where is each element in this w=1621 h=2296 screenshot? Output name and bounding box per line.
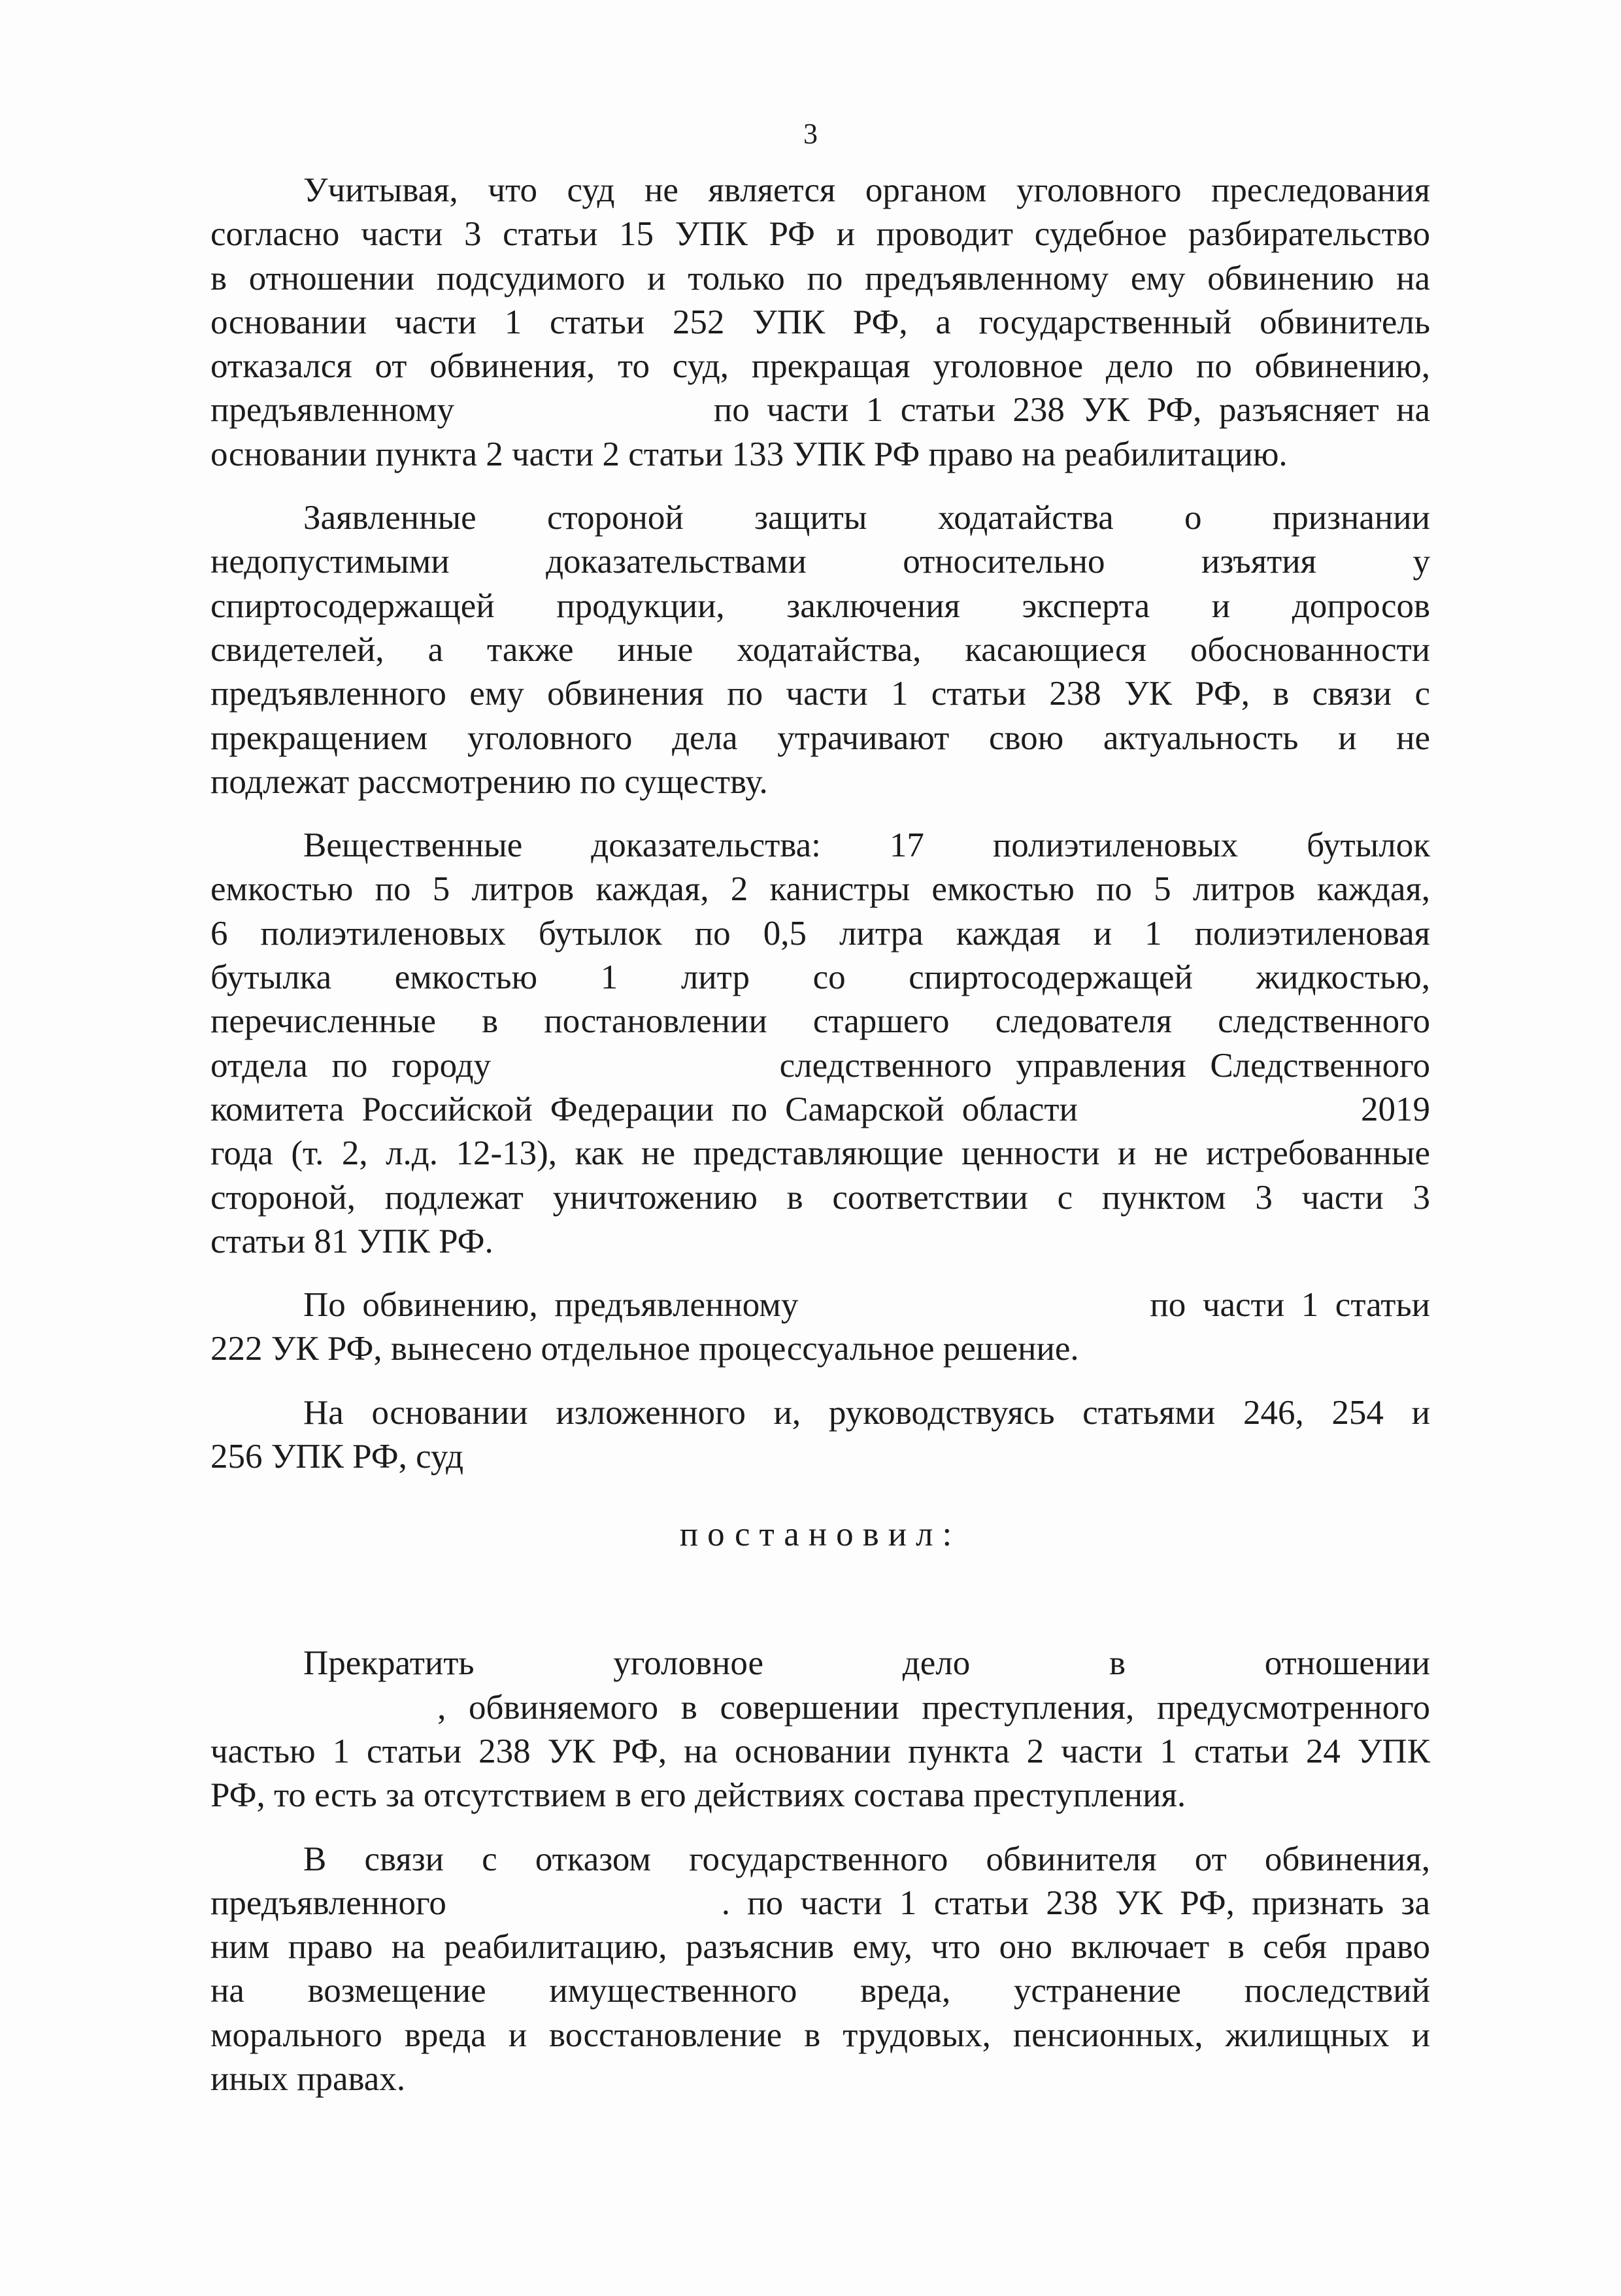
text-line: перечисленные в постановлении старшего следователя следственного <box>210 1002 1430 1041</box>
text-line: 6 полиэтиленовых бутылок по 0,5 литра каждая и 1 полиэтиленовая <box>210 914 1430 953</box>
text-line: основании части 1 статьи 252 УПК РФ, а государственный обвинитель <box>210 303 1430 341</box>
document-body <box>210 169 1430 2121</box>
text-line: РФ, то есть за отсутствием в его действиях состава преступления. <box>210 1776 1186 1815</box>
reasoning-paragraph <box>210 824 1430 1264</box>
text-line: емкостью по 5 литров каждая, 2 канистры емкостью по 5 литров каждая, <box>210 870 1430 909</box>
page-number: 3 <box>803 118 818 150</box>
text-line: свидетелей, а также иные ходатайства, касающиеся обоснованности <box>210 630 1430 669</box>
text-line: подлежат рассмотрению по существу. <box>210 762 768 801</box>
text-line: на возмещение имущественного вреда, устранение последствий <box>210 1972 1430 2010</box>
text-line: предъявленному по части 1 статьи 238 УК РФ, разъясняет на <box>210 391 1430 430</box>
ruling-paragraph <box>210 1838 1430 2102</box>
text-line: Учитывая, что суд не является органом уголовного преследования <box>303 171 1430 209</box>
text-line: ним право на реабилитацию, разъяснив ему, что оно включает в себя право <box>210 1928 1430 1967</box>
text-line: года (т. 2, л.д. 12-13), как не представляющие ценности и не истребованные <box>210 1134 1430 1173</box>
text-line: бутылка емкостью 1 литр со спиртосодержащей жидкостью, <box>210 958 1430 997</box>
text-line: основании пункта 2 части 2 статьи 133 УПК РФ право на реабилитацию. <box>210 435 1288 473</box>
text-line: отдела по городу следственного управления Следственного <box>210 1046 1430 1085</box>
text-line: стороной, подлежат уничтожению в соответствии с пунктом 3 части 3 <box>210 1178 1430 1217</box>
ruling-section <box>210 1642 1430 2101</box>
ruling-paragraph <box>210 1642 1430 1817</box>
reasoning-section <box>210 169 1430 1479</box>
text-line: предъявленного ему обвинения по части 1 статьи 238 УК РФ, в связи с <box>210 675 1430 713</box>
text-line: иных правах. <box>210 2059 406 2098</box>
text-line: По обвинению, предъявленному по части 1 статьи <box>303 1286 1430 1325</box>
text-line: предъявленного . по части 1 статьи 238 УК РФ, признать за <box>210 1883 1430 1922</box>
text-line: в отношении подсудимого и только по предъявленному ему обвинению на <box>210 259 1430 297</box>
reasoning-paragraph <box>210 1391 1430 1479</box>
text-line: недопустимыми доказательствами относительно изъятия у <box>210 543 1430 581</box>
text-line: спиртосодержащей продукции, заключения эксперта и допросов <box>210 586 1430 625</box>
text-line: Вещественные доказательства: 17 полиэтиленовых бутылок <box>303 826 1430 865</box>
reasoning-paragraph <box>210 496 1430 804</box>
text-line: статьи 81 УПК РФ. <box>210 1222 493 1260</box>
text-line: Заявленные стороной защиты ходатайства о признании <box>303 499 1430 537</box>
text-line: частью 1 статьи 238 УК РФ, на основании пункта 2 части 1 статьи 24 УПК <box>210 1732 1430 1770</box>
text-line: прекращением уголовного дела утрачивают свою актуальность и не <box>210 718 1430 757</box>
reasoning-paragraph <box>210 169 1430 477</box>
text-line: морального вреда и восстановление в трудовых, пенсионных, жилищных и <box>210 2016 1430 2054</box>
text-line: В связи с отказом государственного обвинителя от обвинения, <box>303 1840 1430 1878</box>
text-line: , обвиняемого в совершении преступления, предусмотренного <box>210 1688 1431 1727</box>
text-line: 256 УПК РФ, суд <box>210 1438 464 1476</box>
text-line: 222 УК РФ, вынесено отдельное процессуальное решение. <box>210 1330 1079 1368</box>
reasoning-paragraph <box>210 1283 1430 1372</box>
text-line: На основании изложенного и, руководствуясь статьями 246, 254 и <box>303 1393 1430 1432</box>
ruling-heading: постановил: <box>679 1515 961 1554</box>
text-line: комитета Российской Федерации по Самарской области 2019 <box>210 1090 1430 1128</box>
text-line: Прекратить уголовное дело в отношении <box>303 1644 1430 1683</box>
text-line: отказался от обвинения, то суд, прекращая уголовное дело по обвинению, <box>210 347 1430 386</box>
text-line: согласно части 3 статьи 15 УПК РФ и проводит судебное разбирательство <box>210 215 1430 254</box>
